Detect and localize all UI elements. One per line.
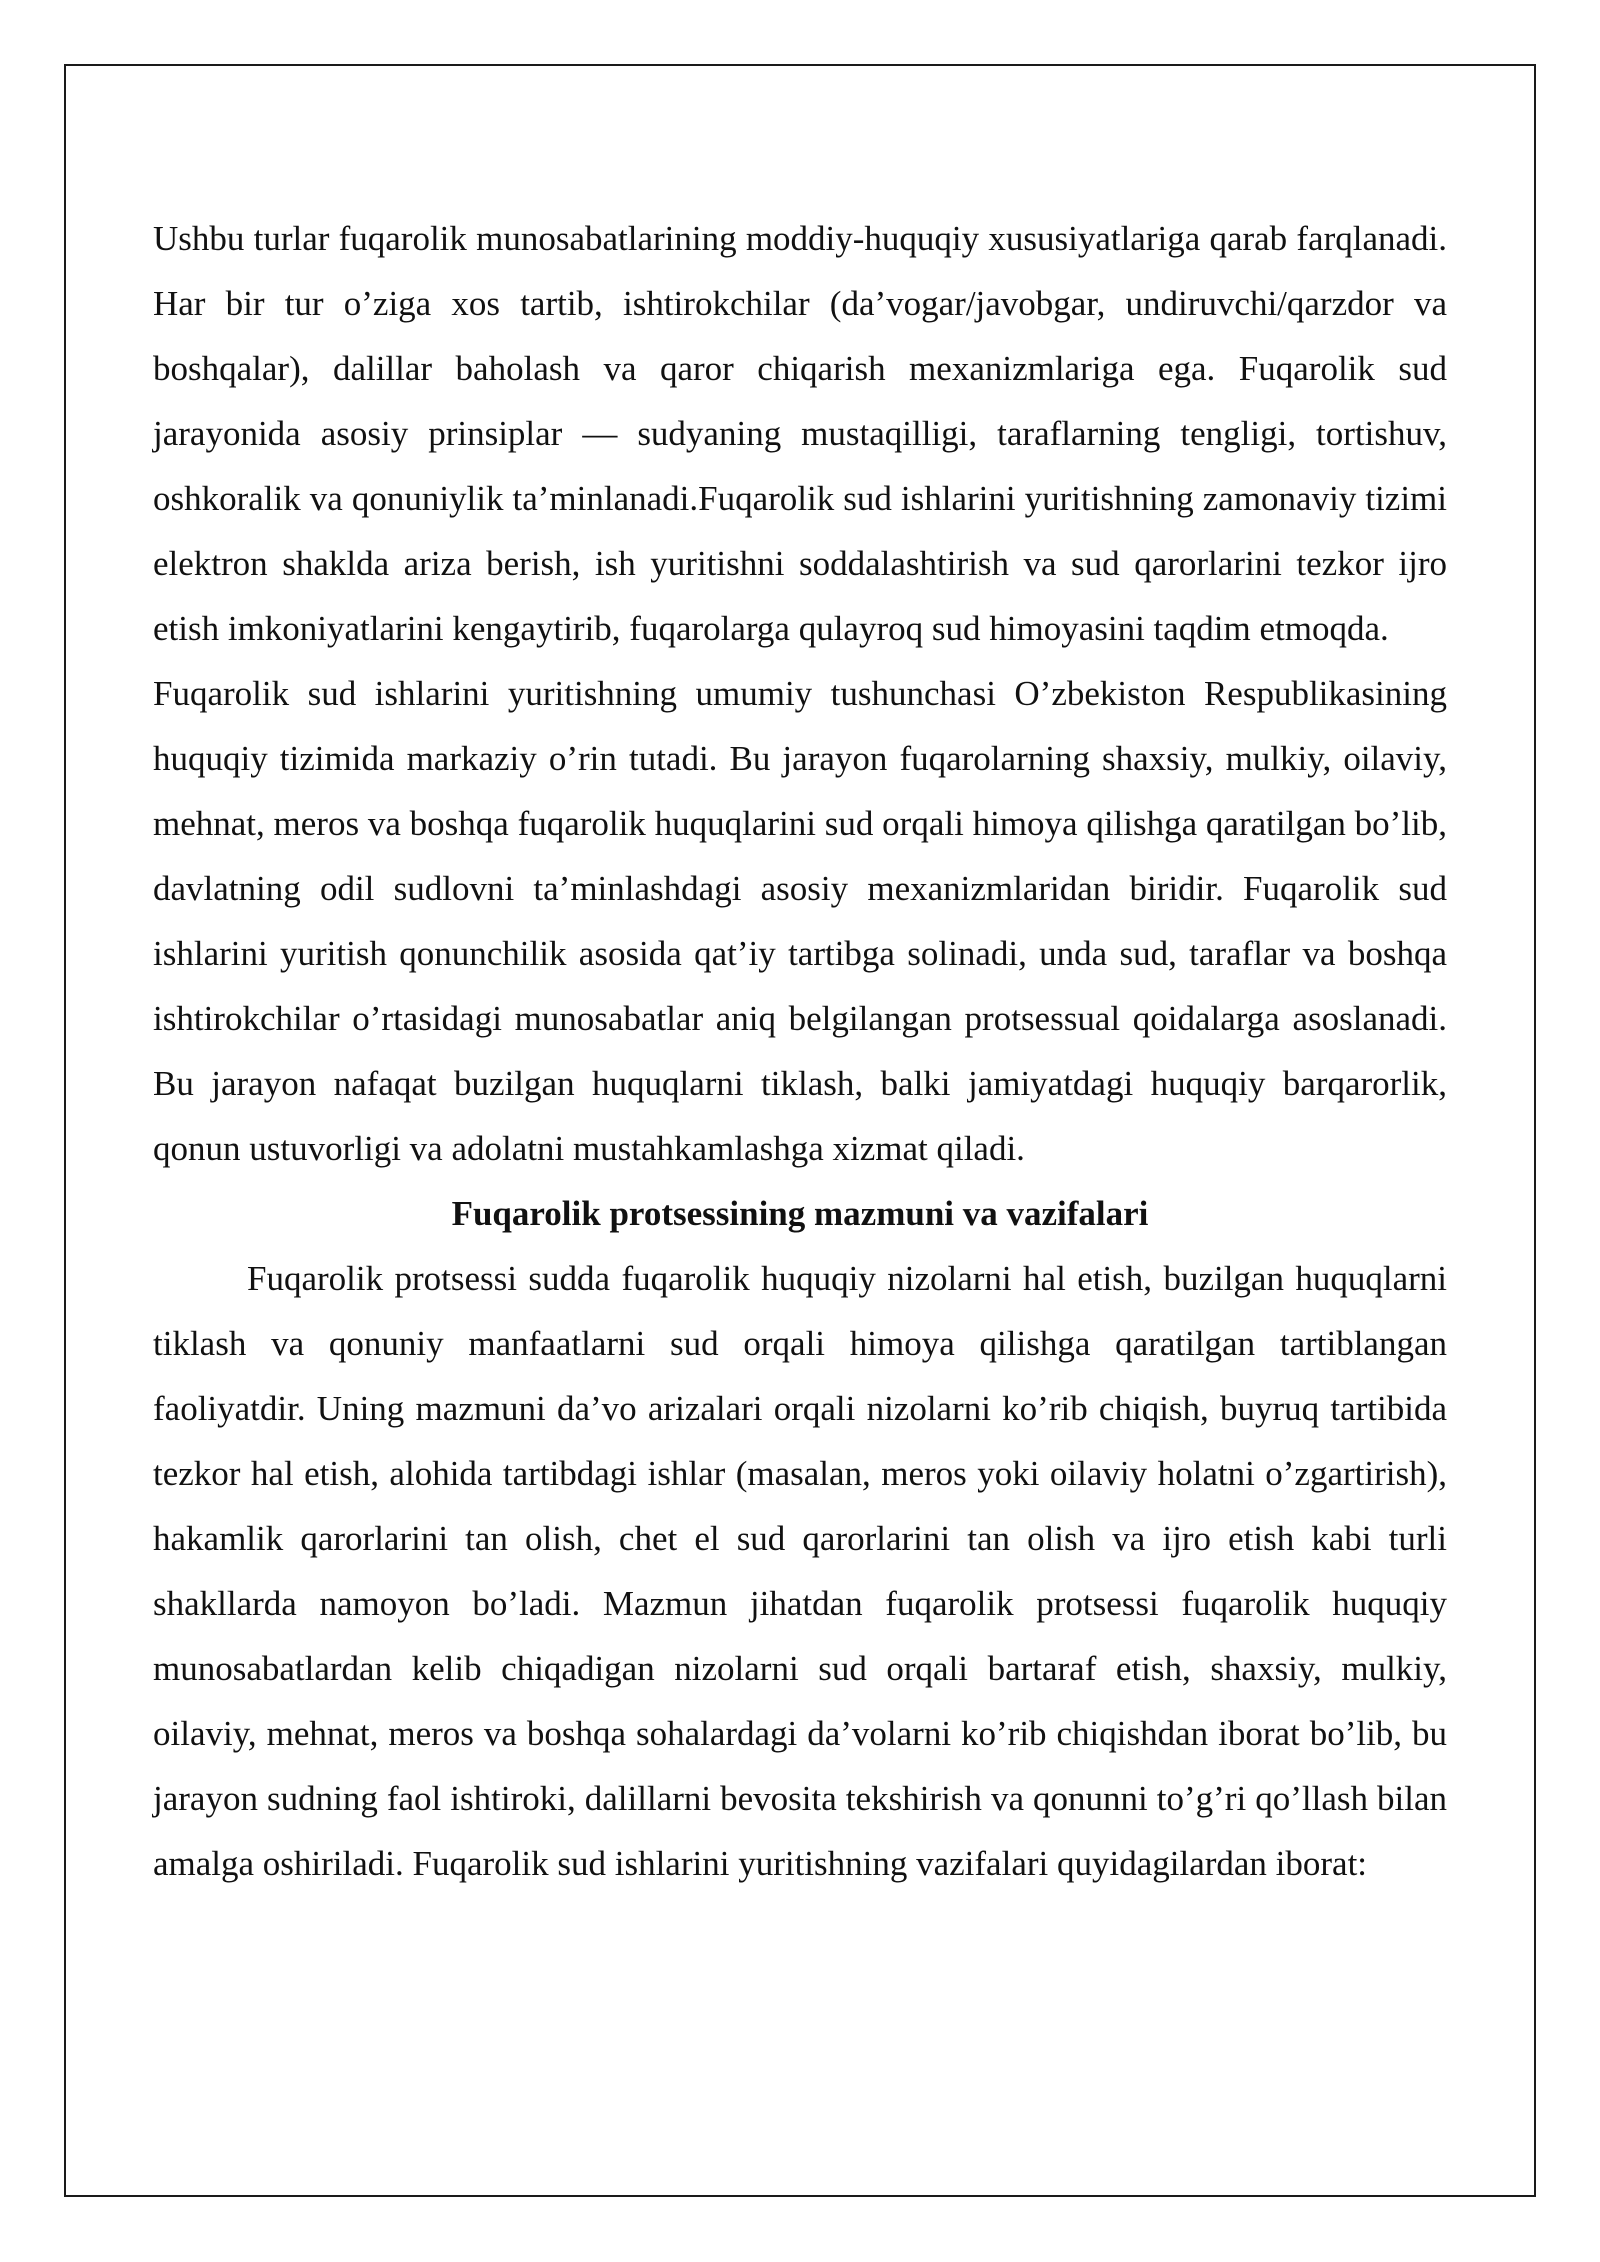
section-heading: Fuqarolik protsessining mazmuni va vazifalari xyxy=(451,1194,1149,1233)
paragraph-content-and-tasks: Fuqarolik protsessi sudda fuqarolik huquqiy nizolarni hal etish, buzilgan huquqlarni tiklash va qonuniy manfaatlarni sud orqali himoya qilishga qaratilgan tartiblangan faoliyatdir. Uning mazmuni da’vo arizalari orqali nizolarni ko’rib chiqish, buyruq tartibida tezkor hal etish, alohida tartibdagi ishlar (masalan, meros yoki oilaviy holatni o’zgartirish), hakamlik qarorlarini tan olish, chet el sud qarorlarini tan olish va ijro etish kabi turli shakllarda namoyon bo’ladi. Mazmun jihatdan fuqarolik protsessi fuqarolik huquqiy munosabatlardan kelib chiqadigan nizolarni sud orqali bartaraf etish, shaxsiy, mulkiy, oilaviy, mehnat, meros va boshqa sohalardagi da’volarni ko’rib chiqishdan iborat bo’lib, bu jarayon sudning faol ishtiroki, dalillarni bevosita tekshirish va qonunni to’g’ri qo’llash bilan amalga oshiriladi. Fuqarolik sud ishlarini yuritishning vazifalari quyidagilardan iborat: xyxy=(153,1259,1447,1883)
document-body xyxy=(153,206,1447,1896)
paragraph-general-concept: Fuqarolik sud ishlarini yuritishning umumiy tushunchasi O’zbekiston Respublikasining huquqiy tizimida markaziy o’rin tutadi. Bu jarayon fuqarolarning shaxsiy, mulkiy, oilaviy, mehnat, meros va boshqa fuqarolik huquqlarini sud orqali himoya qilishga qaratilgan bo’lib, davlatning odil sudlovni ta’minlashdagi asosiy mexanizmlaridan biridir. Fuqarolik sud ishlarini yuritish qonunchilik asosida qat’iy tartibga solinadi, unda sud, taraflar va boshqa ishtirokchilar o’rtasidagi munosabatlar aniq belgilangan protsessual qoidalarga asoslanadi. Bu jarayon nafaqat buzilgan huquqlarni tiklash, balki jamiyatdagi huquqiy barqarorlik, qonun ustuvorligi va adolatni mustahkamlashga xizmat qiladi. xyxy=(153,674,1447,1168)
paragraph-types-of-proceedings: Ushbu turlar fuqarolik munosabatlarining moddiy-huquqiy xususiyatlariga qarab farqlanadi. Har bir tur o’ziga xos tartib, ishtirokchilar (da’vogar/javobgar, undiruvchi/qarzdor va boshqalar), dalillar baholash va qaror chiqarish mexanizmlariga ega. Fuqarolik sud jarayonida asosiy prinsiplar — sudyaning mustaqilligi, taraflarning tengligi, tortishuv, oshkoralik va qonuniylik ta’minlanadi.Fuqarolik sud ishlarini yuritishning zamonaviy tizimi elektron shaklda ariza berish, ish yuritishni soddalashtirish va sud qarorlarini tezkor ijro etish imkoniyatlarini kengaytirib, fuqarolarga qulayroq sud himoyasini taqdim etmoqda. xyxy=(153,219,1447,648)
